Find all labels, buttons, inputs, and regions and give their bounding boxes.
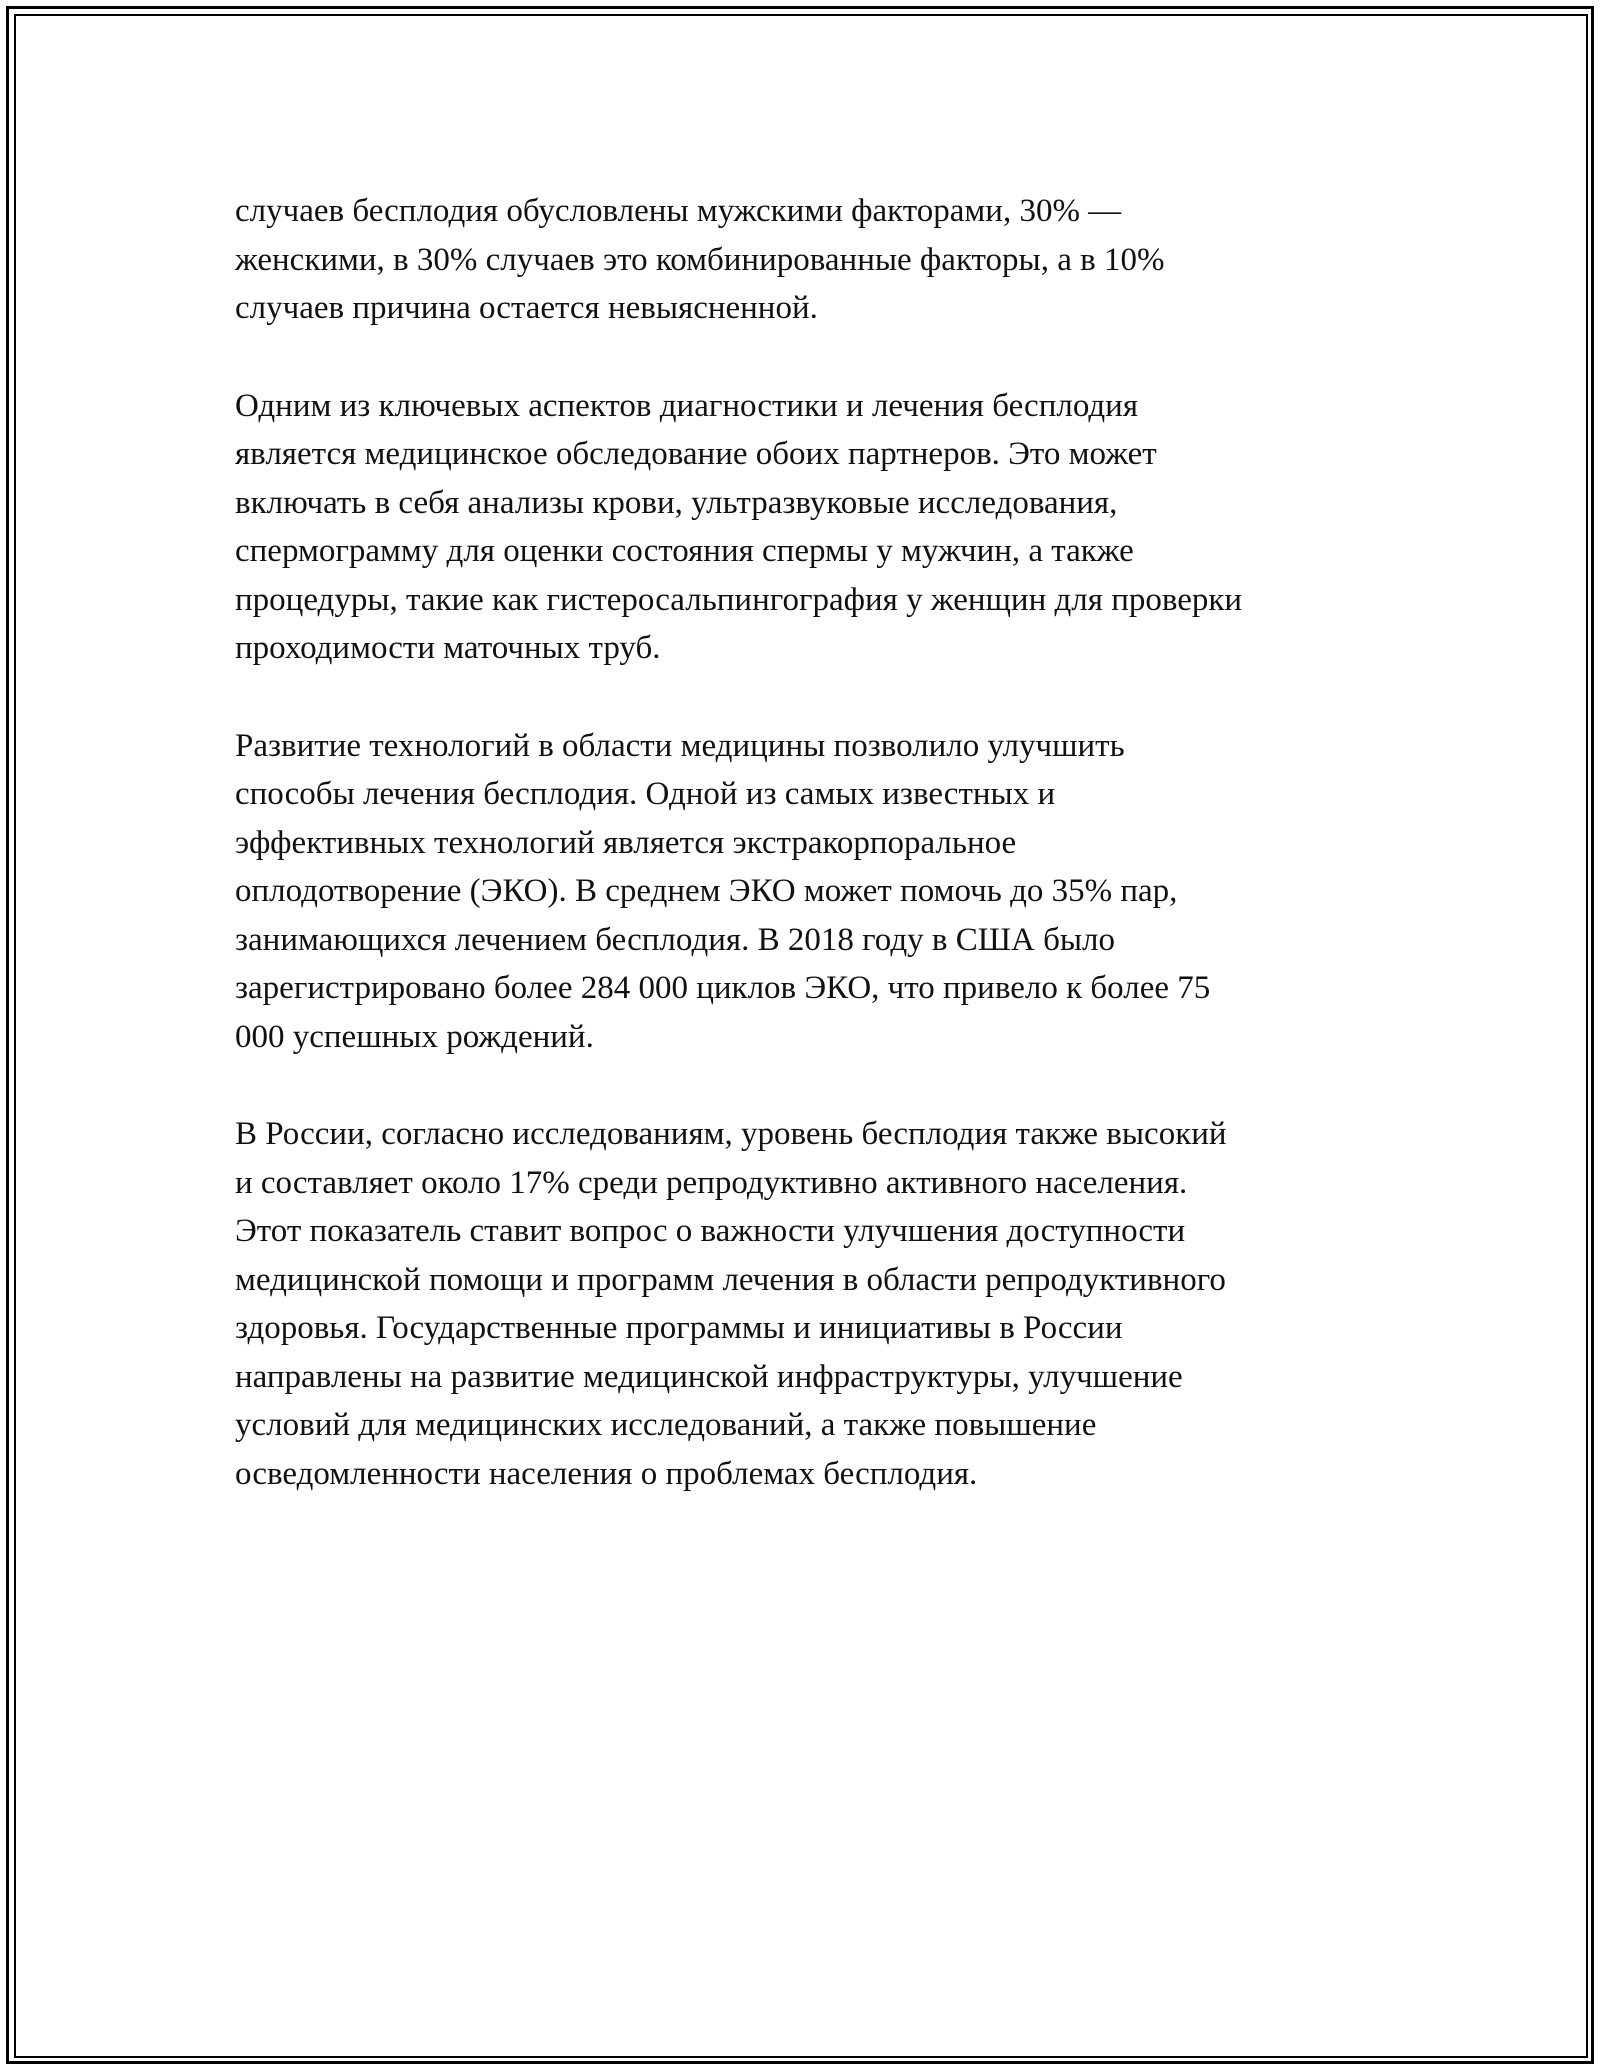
text-line: занимающихся лечением бесплодия. В 2018 году в США было — [235, 921, 1116, 958]
text-line: здоровья. Государственные программы и инициативы в России — [235, 1310, 1123, 1346]
text-line: зарегистрировано более 284 000 циклов ЭКО, что привело к более 75 — [235, 970, 1211, 1006]
text-line: случаев бесплодия обусловлены мужскими факторами, 30% — — [235, 193, 1122, 229]
text-line: способы лечения бесплодия. Одной из самых известных и — [235, 776, 1056, 812]
paragraph-4 — [235, 1110, 1365, 1498]
text-line: Развитие технологий в области медицины позволило улучшить — [235, 727, 1125, 764]
text-line: спермограмму для оценки состояния спермы у мужчин, а также — [235, 533, 1134, 569]
text-line: условий для медицинских исследований, а также повышение — [235, 1407, 1097, 1443]
paragraph-2 — [235, 382, 1365, 673]
text-line: В России, согласно исследованиям, уровень бесплодия также высокий — [235, 1116, 1227, 1152]
text-line: и составляет около 17% среди репродуктивно активного населения. — [235, 1164, 1188, 1201]
text-line: медицинской помощи и программ лечения в области репродуктивного — [235, 1261, 1226, 1298]
text-line: 000 успешных рождений. — [235, 1018, 594, 1055]
text-line: эффективных технологий является экстракорпоральное — [235, 824, 1017, 861]
text-line: направлены на развитие медицинской инфраструктуры, улучшение — [235, 1358, 1183, 1395]
document-body — [235, 187, 1365, 1547]
paragraph-3 — [235, 722, 1365, 1062]
text-line: является медицинское обследование обоих партнеров. Это может — [235, 436, 1157, 472]
text-line: оплодотворение (ЭКО). В среднем ЭКО может помочь до 35% пар, — [235, 873, 1178, 909]
text-line: Этот показатель ставит вопрос о важности улучшения доступности — [235, 1213, 1186, 1249]
text-line: осведомленности населения о проблемах бесплодия. — [235, 1455, 978, 1492]
text-line: случаев причина остается невыясненной. — [235, 290, 818, 326]
text-line: Одним из ключевых аспектов диагностики и лечения бесплодия — [235, 387, 1139, 424]
text-line: проходимости маточных труб. — [235, 630, 661, 666]
text-line: процедуры, такие как гистеросальпингография у женщин для проверки — [235, 581, 1243, 618]
paragraph-1 — [235, 187, 1365, 333]
text-line: женскими, в 30% случаев это комбинированные факторы, а в 10% — [235, 241, 1165, 278]
text-line: включать в себя анализы крови, ультразвуковые исследования, — [235, 484, 1118, 521]
